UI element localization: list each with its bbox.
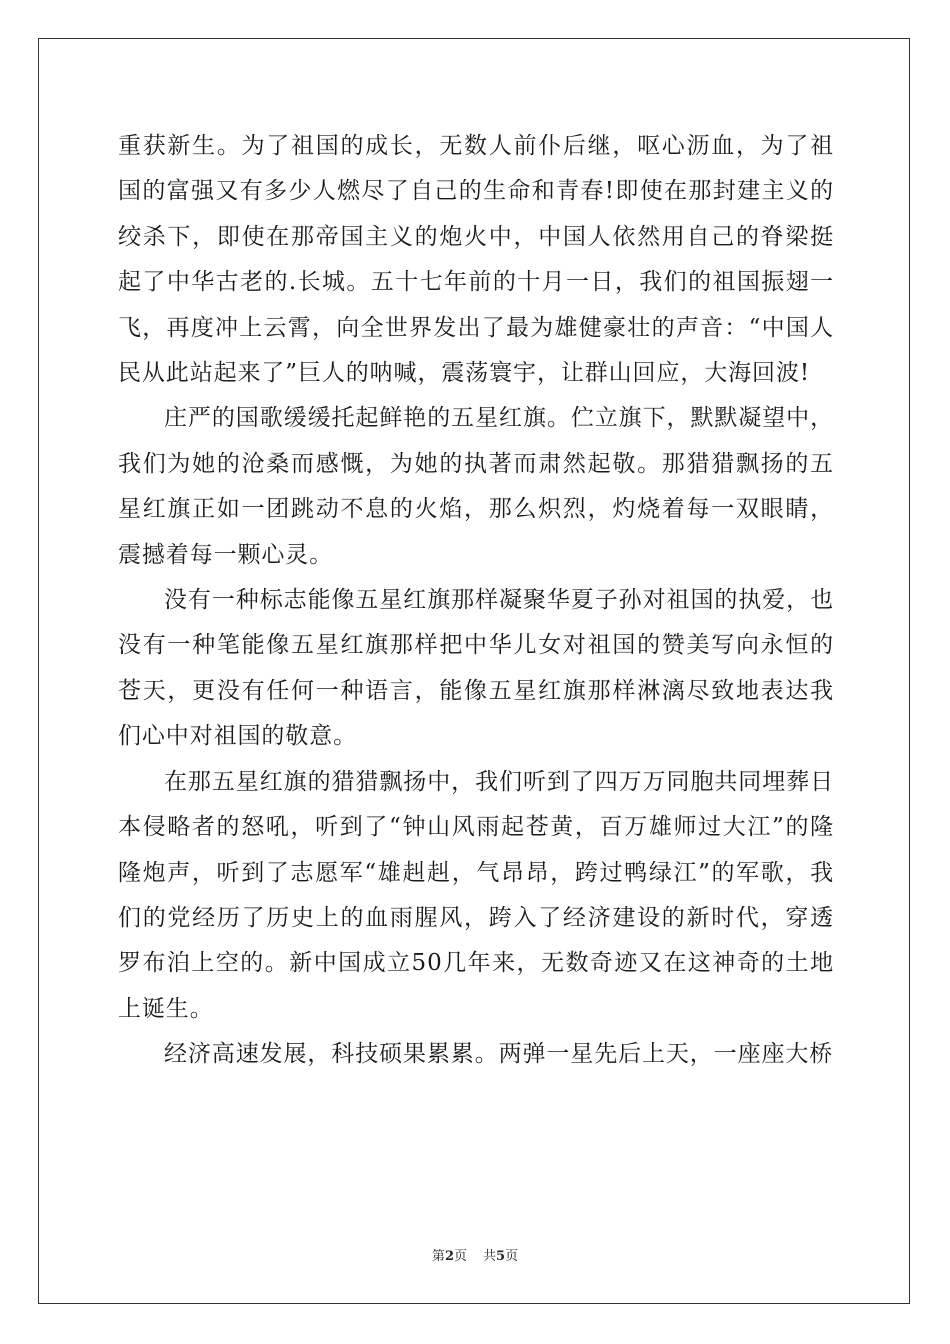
paragraph-5: 经济高速发展，科技硕果累累。两弹一星先后上天，一座座大桥 <box>164 1041 834 1068</box>
paragraph-4: 在那五星红旗的猎猎飘扬中，我们听到了四万万同胞共同埋葬日本侵略者的怒吼，听到了“钟山风雨起苍黄，百万雄师过大江”的隆隆炮声，听到了志愿军“雄赳赳，气昂昂，跨过鸭绿江”的军歌，我们的党经历了历史上的血雨腥风，跨入了经济建设的新时代，穿透罗布泊上空的。新中国成立50几年来，无数奇迹又在这神奇的土地上诞生。 <box>118 768 834 1022</box>
page-footer <box>0 1248 950 1266</box>
paragraph-1: 重获新生。为了祖国的成长，无数人前仆后继，呕心沥血，为了祖国的富强又有多少人燃尽了自己的生命和青春!即使在那封建主义的绞杀下，即使在那帝国主义的炮火中，中国人依然用自己的脊梁挺起了中华古老的.长城。五十七年前的十月一日，我们的祖国振翅一飞，再度冲上云霄，向全世界发出了最为雄健豪壮的声音：“中国人民从此站起来了”巨人的呐喊，震荡寰宇，让群山回应，大海回波! <box>118 133 834 387</box>
paragraph-3: 没有一种标志能像五星红旗那样凝聚华夏子孙对祖国的执爱，也没有一种笔能像五星红旗那样把中华儿女对祖国的赞美写向永恒的苍天，更没有任何一种语言，能像五星红旗那样淋漓尽致地表达我们心中对祖国的敬意。 <box>118 587 834 750</box>
total-prefix: 共 <box>483 1249 497 1264</box>
page-total <box>483 1249 518 1264</box>
paragraph-2: 庄严的国歌缓缓托起鲜艳的五星红旗。伫立旗下，默默凝望中，我们为她的沧桑而感慨，为她的执著而肃然起敬。那猎猎飘扬的五星红旗正如一团跳动不息的火焰，那么炽烈，灼烧着每一双眼睛，震撼着每一颗心灵。 <box>118 405 834 568</box>
page-current: 2 <box>444 1249 454 1264</box>
page-prefix: 第 <box>431 1249 445 1264</box>
total-suffix: 页 <box>505 1249 519 1264</box>
document-body <box>118 124 834 1078</box>
page-suffix: 页 <box>453 1249 467 1264</box>
page-total-count: 5 <box>496 1249 506 1264</box>
page-number <box>432 1249 467 1264</box>
